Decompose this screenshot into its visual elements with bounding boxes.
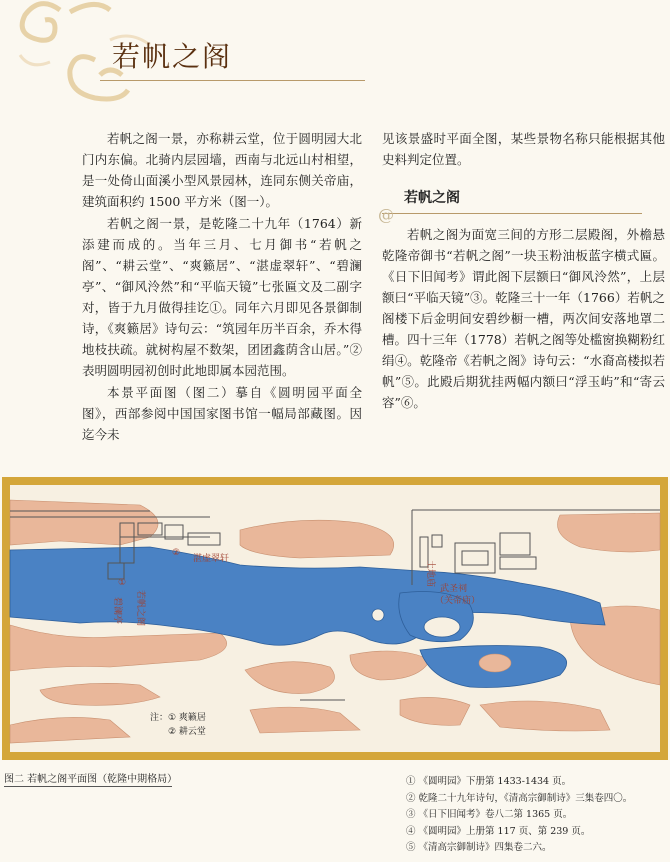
footnote: ④ 《圆明园》上册第 117 页、第 239 页。 xyxy=(406,825,591,837)
title-rule xyxy=(100,80,365,81)
site-plan-map xyxy=(0,475,670,762)
label-bilan: 碧澜亭 xyxy=(112,597,122,625)
section-rule xyxy=(378,205,642,224)
page-title: 若帆之阁 xyxy=(112,40,233,73)
paragraph: 若帆之阁一景，亦称耕云堂，位于圆明园大北门内东偏。北骑内层园墙，西南与北远山村相望，是一处倚山面溪小型风景园林，连同东侧关帝庙，建筑面积约 1500 平方米（图一）。 xyxy=(82,131,362,209)
right-column xyxy=(378,128,665,414)
label-guandi: （关帝庙） xyxy=(435,596,481,606)
island xyxy=(479,654,511,672)
label-n1: ① xyxy=(118,578,127,588)
section-title: 若帆之阁 xyxy=(404,190,460,206)
footnote: ⑤ 《清高宗御制诗》四集卷二六。 xyxy=(406,842,552,853)
paragraph: 若帆之阁一景，是乾隆二十九年（1764）新添建而成的。当年三月、七月御书“若帆之阁”、“耕云堂”、“爽籁居”、“湛虚翠轩”、“碧澜亭”、“御风泠然”和“平临天镜”七张匾文及二副字对，皆于九月做得挂讫①。同年六月即见各景御制诗，《爽籁居》诗句云：“筑园年历半百余，乔木得地枝扶疏。就树构屋不数架，团团鑫荫含山居。”②表明圆明园初创时此地即属本园范围。 xyxy=(82,216,362,378)
footnote: ③ 《日下旧闻考》卷八二第 1365 页。 xyxy=(406,809,573,820)
section-heading xyxy=(382,188,665,209)
swirl-icon: @ xyxy=(378,205,394,224)
label-wusheng: 武圣祠 xyxy=(440,584,468,594)
label-ruofan: 若帆之阁 xyxy=(135,590,145,627)
footnote: ② 乾隆二十九年诗句，《清高宗御制诗》三集卷四〇。 xyxy=(406,792,633,804)
footnotes xyxy=(406,774,632,857)
island xyxy=(424,617,460,637)
left-column xyxy=(82,128,362,446)
caption-rule xyxy=(4,786,172,787)
label-n2: ② xyxy=(172,548,181,558)
paragraph: 若帆之阁为面宽三间的方形二层殿阁，外檐悬乾隆帝御书“若帆之阁”一块玉粉油板蓝字横式匾。《日下旧闻考》谓此阁下层额曰“御风泠然”，上层额曰“平临天镜”③。乾隆三十一年（1766）若帆之阁楼下后金明间安碧纱橱一槽，两次间安落地罩二槽。四十三年（1778）若帆之阁等处槛窗换糊粉红绢④。乾隆帝《若帆之阁》诗句云：“水裔高楼拟若帆”⑤。此殿后期犹挂两幅内额曰“浮玉屿”和“寄云容”⑥。 xyxy=(382,227,665,410)
hill xyxy=(10,500,158,545)
label-zhanxu: 湛虚翠轩 xyxy=(193,554,230,564)
paragraph-continued: 见该景盛时平面全图，某些景物名称只能根据其他史料判定位置。 xyxy=(382,131,665,167)
paragraph: 本景平面图（图二）摹自《圆明园平面全图》，西部参阅中国国家图书馆一幅局部藏图。因迄今未 xyxy=(82,385,362,442)
hill xyxy=(240,520,394,558)
legend-line-1: 注：① 爽籁居 xyxy=(150,713,206,723)
island xyxy=(372,609,384,621)
figure-caption: 图二 若帆之阁平面图（乾隆中期格局） xyxy=(4,774,178,785)
legend-line-2: ② 耕云堂 xyxy=(168,727,206,737)
label-tudi: 土地庙 xyxy=(425,560,435,588)
footnote: ① 《圆明园》下册第 1433-1434 页。 xyxy=(406,776,572,787)
